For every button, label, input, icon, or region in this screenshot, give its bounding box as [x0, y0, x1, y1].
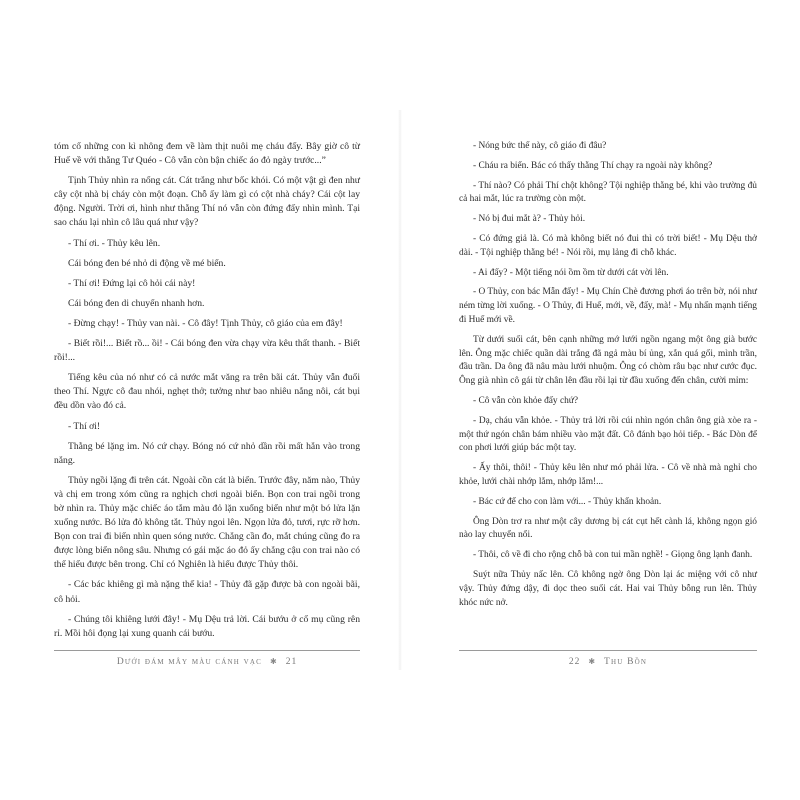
paragraph: Cái bóng đen bé nhỏ di động về mé biển. [68, 257, 226, 269]
paragraph: - Các bác khiêng gì mà nặng thế kia! - Thủy đã gặp được bà con ngoài bãi, cô hỏi. [54, 579, 360, 605]
running-title: Thu Bồn [604, 657, 648, 667]
left-page [10, 0, 395, 800]
paragraph: - Bác cứ để cho con làm với... - Thủy khẩn khoản. [473, 496, 662, 507]
paragraph: - Cô vẫn còn khỏe đấy chứ? [473, 395, 579, 406]
paragraph: Tịnh Thủy nhìn ra nổng cát. Cát trắng như bốc khói. Có một vật gì đen như cây cột nhà bị cháy còn một đoạn. Chỗ ấy làm gì có cột nhà cháy? Cái cột lay động. Người. Trời ơi, hình như thằng Thí nó vẫn còn đứng đấy nhìn mình. Tại sao cháu lại nhìn cô lâu quá như vậy? [54, 175, 360, 229]
paragraph: - Nó bị đui mắt à? - Thủy hỏi. [473, 214, 586, 225]
paragraph: Từ dưới suối cát, bên cạnh những mớ lưới ngồn ngang một ông già bước lên. Ông mặc chiếc quần dài trắng đã ngả màu bí ủng, xắn quá gối, mình trần, đầu trần. Da ông đã nâu màu lưới nhuộm. Ông có chòm râu bạc như cước đục. Ông già nhìn cô gái từ chân lên đầu rồi lại từ đầu xuống đến chân, cười mỉm: [459, 334, 757, 387]
paragraph: - Đừng chạy! - Thủy van nài. - Cô đây! Tịnh Thủy, cô giáo của em đây! [68, 317, 343, 329]
paragraph: - Dạ, cháu vẫn khỏe. - Thủy trả lời rồi cúi nhìn ngón chân ông già xòe ra - một thứ ngón chân bám nhiều vào mặt đất. Cô đánh bạo hỏi tiếp. - Bác Dòn để con phơi lưới giúp bác một tay. [459, 415, 757, 454]
right-page-footer [459, 650, 757, 675]
left-page-footer [54, 650, 360, 675]
separator-icon: ✱ [269, 657, 278, 666]
paragraph: - Thí ơi! [68, 420, 101, 432]
paragraph: - Biết rồi!... Biết rồ... ồi! - Cái bóng đen vừa chạy vừa kêu thất thanh. - Biết rồi!... [54, 338, 360, 364]
paragraph: - Thí ơi! Đứng lại cô hỏi cái này! [68, 277, 196, 289]
paragraph: Ông Dòn trơ ra như một cây dương bị cát cụt hết cành lá, không ngọn gió nào lay chuyển nổi. [459, 516, 757, 541]
paragraph: - Chúng tôi khiêng lưới đây! - Mụ Dệu trả lời. Cái bướu ở cổ mụ cũng rên rỉ. Mồi hôi đọng lại xung quanh cái bướu. [54, 613, 360, 639]
paragraph: - Cháu ra biển. Bác có thấy thằng Thí chạy ra ngoài này không? [473, 160, 713, 171]
paragraph: - Ai đấy? - Một tiếng nói ồm ồm từ dưới cát vời lên. [473, 267, 669, 278]
paragraph: tóm cổ những con kì nhông đem về làm thịt nuôi mẹ cháu đấy. Bây giờ cô từ Huế về với thằng Tư Quéo - Cô vẫn còn bận chiếc áo đỏ ngày trước...” [54, 141, 360, 167]
paragraph: Suýt nữa Thủy nấc lên. Cô không ngờ ông Dòn lại ác miệng với cô như vậy. Thủy đứng dậy, đi dọc theo suối cát. Hai vai Thủy bỗng run lên. Thủy khóc nức nở. [459, 569, 757, 608]
page-number: 21 [285, 657, 298, 667]
right-page-text [459, 140, 757, 610]
left-page-text [54, 140, 360, 641]
paragraph: - Nóng bức thế này, cô giáo đi đâu? [473, 141, 607, 151]
paragraph: Thằng bé lặng im. Nó cứ chạy. Bóng nó cứ nhỏ dần rồi mất hẳn vào trong nắng. [54, 440, 360, 466]
page-number: 22 [568, 657, 581, 667]
paragraph: Cái bóng đen di chuyển nhanh hơn. [68, 297, 205, 309]
paragraph: - O Thủy, con bác Mẫn đấy! - Mụ Chín Chè đương phơi áo trên bờ, nói như ném từng lời xuống. - O Thủy, đi Huế, mới, về, đấy, mà! - Mụ nhấn mạnh tiếng đi Huế mới về. [459, 287, 757, 325]
book-gutter [398, 110, 402, 670]
paragraph: Thủy ngồi lặng đi trên cát. Ngoài cồn cát là biển. Trước đây, năm nào, Thủy và chị em trong xóm cũng ra nghịch chơi ngoài biển. Bọn con trai ngồi trong bờ nhìn ra. Thủy mặc chiếc áo tắm màu đỏ lặn xuống biển như một bó lửa lặn xuống nước. Bó lửa đỏ không tắt. Thủy ngoi lên. Ngọn lửa đỏ, tươi, rực rỡ hơn. Bọn con trai đi biển nhìn quen sóng nước. Chẳng cần đo, mắt chúng cũng đo ra được lòng biển nông sâu. Nhưng có gái mặc áo đỏ ấy chẳng cậu con trai nào có thể hiểu được bên trong. Chỉ có Nghiên là hiểu được Thủy thôi. [54, 474, 360, 571]
paragraph: Tiếng kêu của nó như có cả nước mắt văng ra trên bãi cát. Thủy vẫn đuổi theo Thí. Ngực cô đau nhói, nghẹt thở; tưởng như bao nhiêu nắng nôi, cát bụi đều dồn vào đó cả. [54, 372, 360, 412]
right-page [405, 0, 790, 800]
paragraph: - Thí nào? Có phải Thí chột không? Tội nghiệp thằng bé, khi vào trường đủ cả hai mắt, lúc ra trường còn một. [459, 180, 757, 205]
paragraph: - Thí ơi. - Thủy kêu lên. [68, 237, 161, 249]
paragraph: - Thôi, cô về đi cho rộng chỗ bà con tui mần nghề! - Giọng ông lạnh đanh. [473, 550, 753, 561]
paragraph: - Có đứng giả là. Có mà không biết nó đui thì có trời biết! - Mụ Dệu thở dài. - Tội nghiệp thằng bé! - Nói rồi, mụ lảng đi chỗ khác. [459, 233, 757, 258]
running-title: Dưới đám mây màu cánh vạc [116, 657, 262, 667]
paragraph: - Ấy thôi, thôi! - Thủy kêu lên như mó phải lửa. - Cô về nhà mà nghỉ cho khỏe, lưới chài nhớp lắm, nhớp lắm!... [459, 463, 757, 487]
separator-icon: ✱ [588, 657, 597, 666]
